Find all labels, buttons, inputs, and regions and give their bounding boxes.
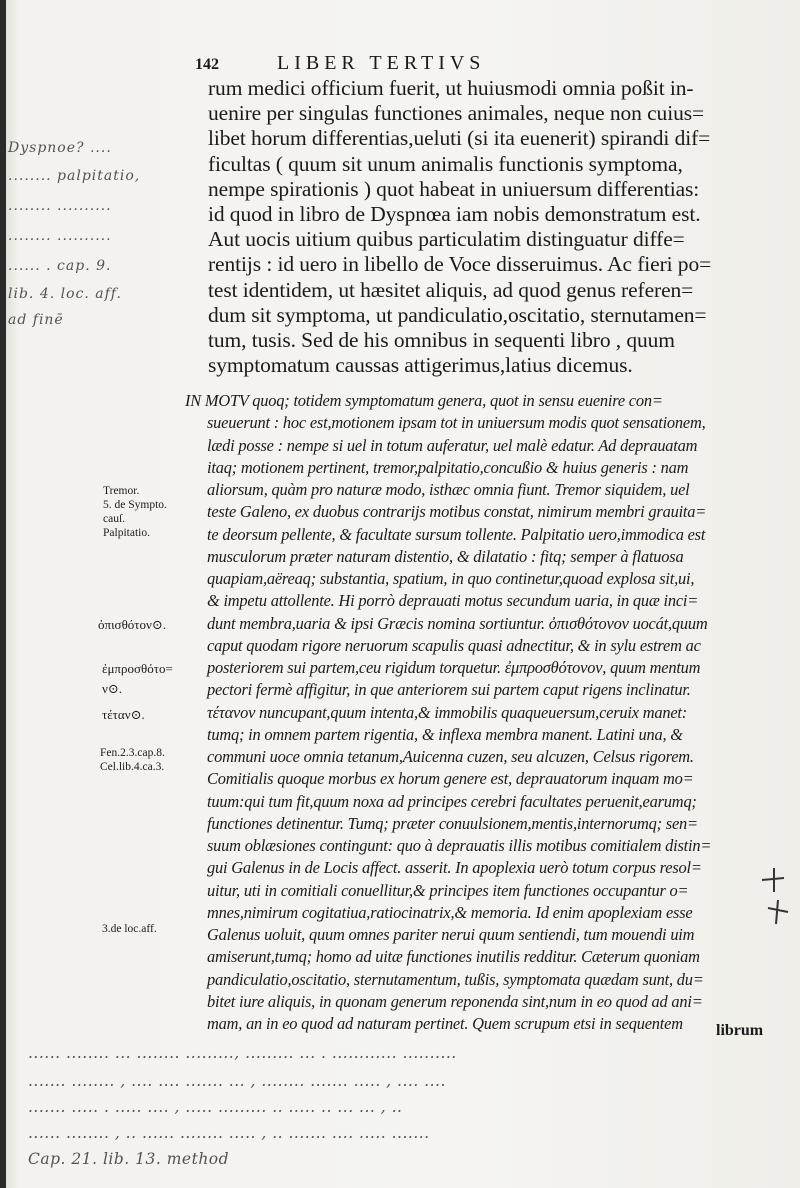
marginal-note-causa: cauſ. [103, 513, 126, 525]
handwritten-bottom-line: ...... ........ ... ........ ........., ......... ... . ............ .......... [28, 1044, 457, 1062]
handwritten-tick-marks [754, 860, 794, 940]
text-line: nempe spirationis ) quot habeat in uniuersum differentias: [208, 176, 700, 201]
handwritten-margin-line: ........ palpitatio, [8, 168, 141, 184]
italic-line: pandiculatio,oscitatio, sternutamentum, tußis, symptomata quædam sunt, du= [207, 969, 704, 989]
marginal-note-opisthotonos: ὀπισθότον⊙. [98, 617, 167, 632]
italic-paragraph [185, 390, 785, 1035]
marginal-note-tetanos: τέταν⊙. [102, 707, 145, 722]
running-head: LIBER TERTIVS [277, 52, 486, 74]
text-line: ficultas ( quum sit unum animalis functionis symptoma, [208, 151, 683, 176]
italic-line: & impetu attollente. Hi porrò deprauati motus secundum uaria, in quæ inci= [207, 591, 699, 611]
handwritten-margin-line: Dyspnoe? .... [8, 140, 112, 156]
text-line: rum medici officium fuerit, ut huiusmodi omnia poßit in- [208, 76, 694, 100]
text-line: symptomatum caussas attigerimus,latius dicemus. [208, 353, 633, 378]
text-line: test identidem, ut hæsitet aliquis, ad quod genus referen= [208, 277, 694, 302]
handwritten-bottom-line: ....... ........ , .... .... ....... ... , ........ ....... ..... , .... .... [28, 1072, 446, 1090]
italic-line: τέτανον nuncupant,quum intenta,& immobilis quaqueuersum,ceruix manet: [207, 702, 688, 722]
marginal-note-palpitatio: Palpitatio. [103, 527, 150, 539]
marginal-note-fen: Fen.2.3.cap.8. [100, 747, 165, 759]
italic-line: mam, an in eo quod ad naturam pertinet. Quem scrupum etsi in sequentem [207, 1014, 683, 1033]
italic-line: aliorsum, quàm pro naturæ modo, isthæc omnia fiunt. Tremor siquidem, uel [207, 480, 690, 499]
italic-line: caput quodam rigore neruorum scapulis quasi adnectitur, & in sylu estrem ac [207, 635, 701, 655]
italic-line: te deorsum pellente, & facultate sursum tollente. Palpitatio uero,immodica est [207, 524, 706, 544]
italic-line: Comitialis quoque morbus ex horum genere est, deprauatorum inquam mo= [207, 769, 694, 789]
italic-line: dunt membra,uaria & ipsi Græcis nomina sortiuntur. ὀπισθότονον uocát,quum [207, 613, 708, 633]
marginal-note-emprosthotonos: ἐμπροσθότο= [102, 661, 173, 676]
italic-line: gui Galenus in de Locis affect. asserit. In apoplexia uerò totum corpus resol= [207, 858, 702, 878]
marginal-note-celsus: Cel.lib.4.ca.3. [100, 761, 165, 773]
italic-line: tumq; in omnem partem rigentia, & inflexa membra manent. Latini una, & [207, 724, 683, 744]
italic-line: teste Galeno, ex duobus contrarijs motibus constat, nimirum membri grauita= [207, 502, 707, 522]
marginal-note-loc-aff: 3.de loc.aff. [102, 923, 157, 935]
italic-line: mnes,nimirum cogitatiua,ratiocinatrix,& memoria. Id enim apoplexiam esse [207, 902, 693, 922]
handwritten-margin-line: ........ .......... [8, 228, 112, 244]
page-gutter-shadow [0, 0, 6, 1188]
text-line: tum, tusis. Sed de his omnibus in sequenti libro , quum [208, 328, 675, 353]
text-line: id quod in libro de Dyspnœa iam nobis demonstratum est. [208, 202, 701, 227]
text-line: rentijs : id uero in libello de Voce disseruimus. Ac fieri po= [208, 252, 712, 277]
text-line: Aut uocis uitium quibus particulatim distinguatur diffe= [208, 227, 685, 252]
italic-line: Galenus uoluit, quum omnes pariter nerui quum sentiendi, tum mouendi uim [207, 925, 695, 944]
italic-line: posteriorem sui partem,ceu rigidum torquetur. ἐμπροσθότονον, quum mentum [207, 658, 701, 677]
italic-line: quapiam,aëreaq; substantia, spatium, in quo continetur,quoad explosa sit,ui, [207, 569, 695, 588]
italic-line: itaq; motionem pertinent, tremor,palpitatio,concußio & huius generis : nam [207, 457, 689, 477]
italic-line: pectori fermè affigitur, in que anteriorem sui partem caput rigens inclinatur. [207, 680, 691, 700]
italic-line: musculorum præter naturam distentio, & dilatatio : fitq; semper à flatuosa [207, 546, 684, 566]
handwritten-margin-line: ...... . cap. 9. [8, 258, 112, 274]
text-line: uenire per singulas functiones animales, neque non cuius= [208, 101, 705, 126]
italic-line: communi uoce omnia tetanum,Auicenna cuzen, seu alcuzen, Celsus rigorem. [207, 747, 694, 766]
handwritten-margin-line: lib. 4. loc. aff. [8, 286, 122, 302]
marginal-note-sympto: 5. de Sympto. [103, 499, 167, 511]
marginal-note-emprosthotonos-cont: ν⊙. [102, 681, 123, 696]
italic-line: uitur, uti in comitiali conuellitur,& principes item functiones occupantur o= [207, 880, 689, 900]
handwritten-bottom-line: ...... ........ , .. ...... ........ ..... , .. ....... .... ..... ....... [28, 1124, 430, 1142]
italic-line: amiserunt,tumq; homo ad uitæ functiones inutilis redditur. Cæterum quoniam [207, 947, 700, 967]
handwritten-bottom-line: ....... ..... . ..... .... , ..... ......... .. ..... .. ... ... , .. [28, 1098, 403, 1116]
italic-line: IN MOTV quoq; totidem symptomatum genera, quot in sensu euenire con= [185, 391, 663, 410]
italic-line: functiones detinentur. Tumq; præter conuulsionem,mentis,internorumq; sen= [207, 813, 698, 833]
handwritten-margin-line: ad finē [8, 312, 64, 328]
italic-line: lædi posse : nempe si uel in totum auferatur, uel malè edatur. Ad deprauatam [207, 435, 698, 455]
text-line: dum sit symptoma, ut pandiculatio,oscitatio, sternutamen= [208, 302, 707, 327]
italic-line: suum oblæsiones contingunt: quo à deprauatis illis motibus comitialem distin= [207, 836, 712, 855]
italic-line: tuum:qui tum fit,quum noxa ad principes cerebri facultates peruenit,earumq; [207, 791, 697, 811]
italic-line: sueuerunt : hoc est,motionem ipsam tot in uniuersum modis quot sensationem, [207, 413, 706, 433]
handwritten-margin-line: ........ .......... [8, 198, 112, 214]
catchword: librum [716, 1022, 764, 1039]
marginal-note-tremor: Tremor. [103, 485, 140, 497]
upper-paragraph [208, 76, 788, 378]
page-number: 142 [195, 56, 219, 73]
handwritten-bottom-line: Cap. 21. lib. 13. method [28, 1150, 230, 1168]
italic-line: bitet iure aliquis, in quonam generum reponenda sint,num in eo quod ad ani= [207, 991, 703, 1011]
text-line: libet horum differentias,ueluti (si ita euenerit) spirandi dif= [208, 126, 711, 151]
